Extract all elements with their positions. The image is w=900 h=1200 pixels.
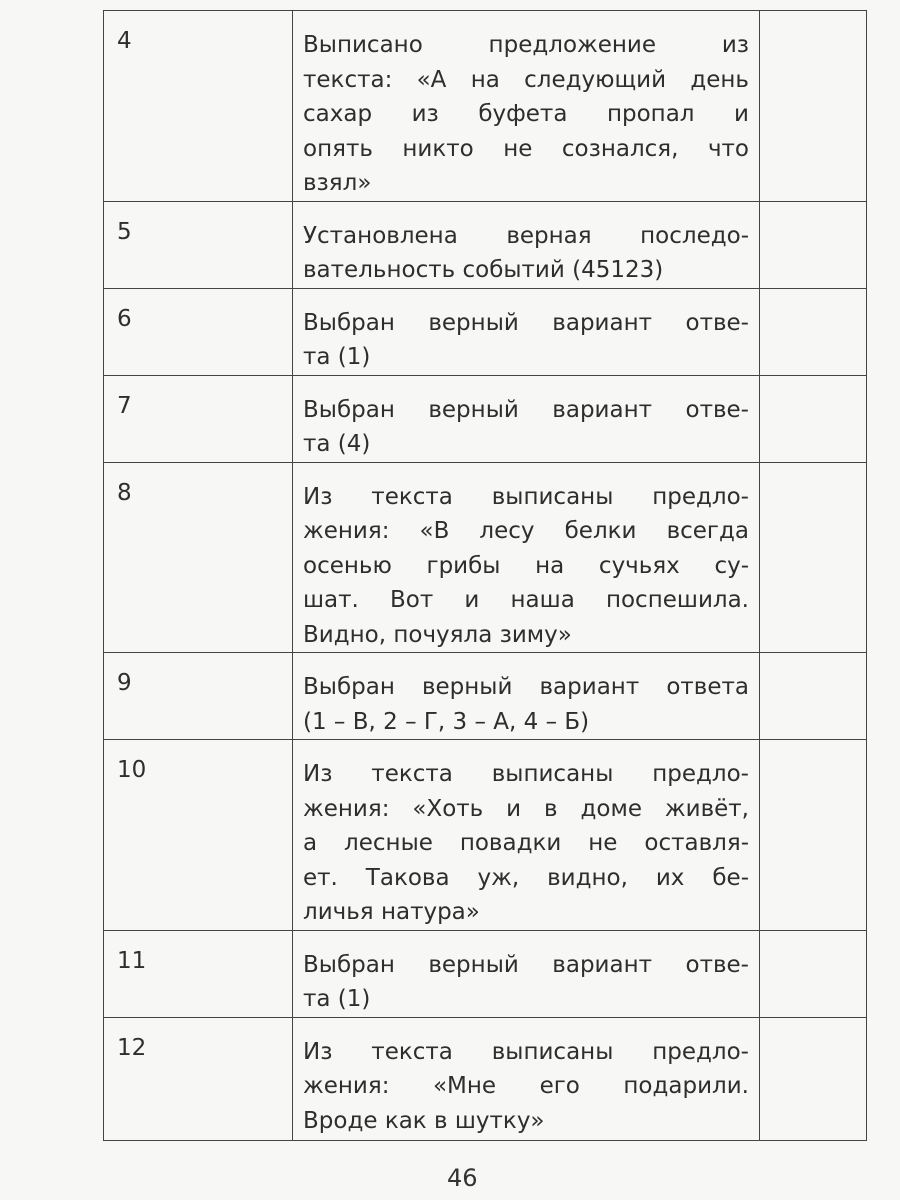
criteria-line: та (4)	[303, 431, 371, 457]
criteria-line: Установлена верная последо-	[303, 222, 749, 249]
score-cell	[760, 288, 867, 375]
task-number: 4	[104, 11, 293, 202]
criteria-line: опять никто не сознался, что	[303, 135, 749, 162]
criteria-text	[293, 462, 760, 653]
criteria-line: Вроде как в шутку»	[303, 1107, 545, 1134]
criteria-line: жения: «В лесу белки всегда	[303, 518, 749, 544]
criteria-line: личья натура»	[303, 899, 480, 925]
task-number: 12	[104, 1017, 293, 1140]
criteria-text	[293, 930, 760, 1017]
score-cell	[760, 930, 867, 1017]
criteria-text	[293, 288, 760, 375]
criteria-line: а лесные повадки не оставля-	[303, 830, 749, 856]
task-number: 6	[104, 288, 293, 375]
criteria-line: та (1)	[303, 986, 371, 1012]
criteria-line: Видно, почуяла зиму»	[303, 621, 572, 648]
table-row	[104, 1017, 867, 1140]
criteria-line: текста: «А на следующий день	[303, 66, 749, 93]
score-cell	[760, 201, 867, 288]
criteria-line: взял»	[303, 170, 372, 196]
criteria-line: осенью грибы на сучьях су-	[303, 552, 749, 579]
score-cell	[760, 11, 867, 202]
criteria-line: Выбран верный вариант ответа	[303, 674, 749, 700]
score-cell	[760, 653, 867, 740]
table-row	[104, 288, 867, 375]
table-row	[104, 462, 867, 653]
criteria-line: Выбран верный вариант отве-	[303, 396, 749, 423]
table-row	[104, 375, 867, 462]
task-number: 10	[104, 740, 293, 931]
table-row	[104, 740, 867, 931]
criteria-line: вательность событий (45123)	[303, 257, 664, 283]
criteria-line: Выбран верный вариант отве-	[303, 309, 749, 336]
criteria-text	[293, 1017, 760, 1140]
criteria-text	[293, 740, 760, 931]
criteria-line: сахар из буфета пропал и	[303, 101, 749, 127]
criteria-line: жения: «Мне его подарили.	[303, 1073, 749, 1099]
criteria-text	[293, 11, 760, 202]
score-cell	[760, 1017, 867, 1140]
task-number: 8	[104, 462, 293, 653]
answer-criteria-table	[103, 10, 867, 1141]
criteria-line: Из текста выписаны предло-	[303, 1038, 749, 1065]
criteria-line: жения: «Хоть и в доме живёт,	[303, 795, 749, 822]
criteria-text	[293, 201, 760, 288]
table-row	[104, 653, 867, 740]
table-row	[104, 930, 867, 1017]
criteria-line: Из текста выписаны предло-	[303, 761, 749, 787]
criteria-line: (1 – В, 2 – Г, 3 – А, 4 – Б)	[303, 708, 590, 735]
page-number: 46	[447, 1164, 478, 1192]
criteria-line: ет. Такова уж, видно, их бе-	[303, 864, 749, 891]
task-number: 7	[104, 375, 293, 462]
task-number: 5	[104, 201, 293, 288]
score-cell	[760, 462, 867, 653]
task-number: 9	[104, 653, 293, 740]
criteria-line: Выписано предложение из	[303, 32, 749, 58]
task-number: 11	[104, 930, 293, 1017]
criteria-text	[293, 653, 760, 740]
score-cell	[760, 740, 867, 931]
table-row	[104, 11, 867, 202]
criteria-line: Из текста выписаны предло-	[303, 483, 749, 510]
criteria-line: шат. Вот и наша поспешила.	[303, 587, 749, 613]
criteria-line: Выбран верный вариант отве-	[303, 951, 749, 978]
score-cell	[760, 375, 867, 462]
criteria-text	[293, 375, 760, 462]
criteria-line: та (1)	[303, 344, 371, 370]
table-row	[104, 201, 867, 288]
